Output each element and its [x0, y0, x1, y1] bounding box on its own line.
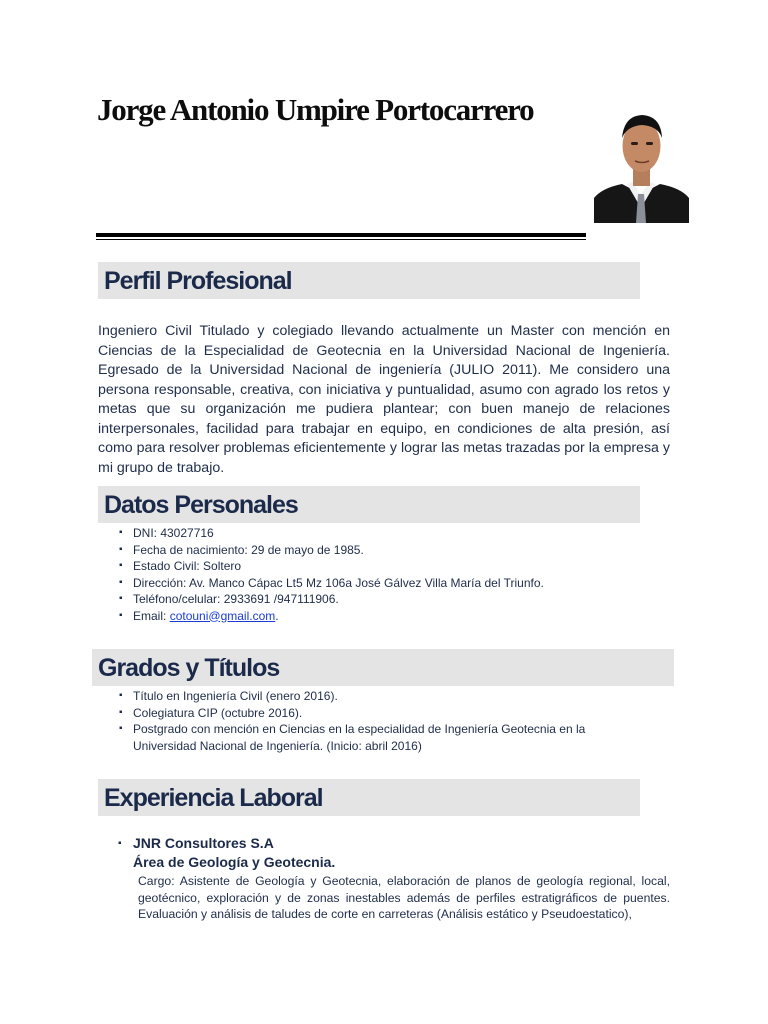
profile-summary: Ingeniero Civil Titulado y colegiado llevando actualmente un Master con mención en Ciencias de la Especialidad de Geotecnia en la Universidad Nacional de Ingeniería. Egresado de la Universidad Nacional de ingeniería (JULIO 2011). Me considero una persona responsable, creativa, con iniciativa y puntualidad, asumo con agrado los retos y metas que su organización me pudiera plantear; con buen manejo de relaciones interpersonales, facilidad para trabajar en equipo, en condiciones de alta presión, así como para resolver problemas eficientemente y lograr las metas trazadas por la empresa y mi grupo de trabajo. — [98, 323, 670, 476]
email-link[interactable]: cotouni@gmail.com — [169, 608, 276, 623]
job-company: ▪ JNR Consultores S.A — [118, 834, 670, 853]
list-item-dni: ▪ DNI: 43027716 — [118, 525, 678, 542]
section-perfil-profesional — [98, 262, 640, 299]
job-description: Cargo: Asistente de Geología y Geotecnia, elaboración de planos de geología regional, local, geotécnico, exploración y de zonas inestables además de perfiles estratigráficos de puentes. Evaluación y análisis de taludes de corte en carreteras (Análisis estático y Pseudoestatico), — [138, 874, 670, 921]
list-item-birthdate: ▪ Fecha de nacimiento: 29 de mayo de 1985. — [118, 542, 678, 559]
list-item-email — [118, 608, 678, 625]
header-divider-thin — [96, 239, 586, 240]
header-divider-thick — [96, 233, 586, 237]
section-title: Datos Personales — [104, 491, 298, 519]
email-end: . — [275, 608, 279, 623]
cv-name: Jorge Antonio Umpire Portocarrero — [97, 92, 534, 127]
section-experiencia-laboral — [98, 779, 640, 816]
section-datos-personales — [98, 486, 640, 523]
email-label: Email: — [133, 608, 170, 623]
list-item-degree: ▪ Título en Ingeniería Civil (enero 2016). — [118, 688, 630, 705]
section-title: Grados y Títulos — [98, 654, 280, 682]
personal-data-list — [118, 525, 678, 624]
list-item-phone: ▪ Teléfono/celular: 2933691 /947111906. — [118, 591, 678, 608]
section-title: Experiencia Laboral — [104, 784, 323, 812]
list-item-postgraduate: ▪ Postgrado con mención en Ciencias en la especialidad de Ingeniería Geotecnia en la Universidad Nacional de Ingeniería. (Inicio: abril 2016) — [118, 721, 630, 754]
list-item-cip: ▪ Colegiatura CIP (octubre 2016). — [118, 705, 630, 722]
list-item-civil-status: ▪ Estado Civil: Soltero — [118, 558, 678, 575]
section-title: Perfil Profesional — [104, 267, 292, 295]
job-entry — [118, 834, 670, 923]
profile-photo — [594, 98, 689, 223]
list-item-address: ▪ Dirección: Av. Manco Cápac Lt5 Mz 106a José Gálvez Villa María del Triunfo. — [118, 575, 678, 592]
job-area: Área de Geología y Geotecnia. — [133, 854, 336, 870]
section-grados-titulos — [92, 649, 674, 686]
degrees-list — [118, 688, 630, 754]
